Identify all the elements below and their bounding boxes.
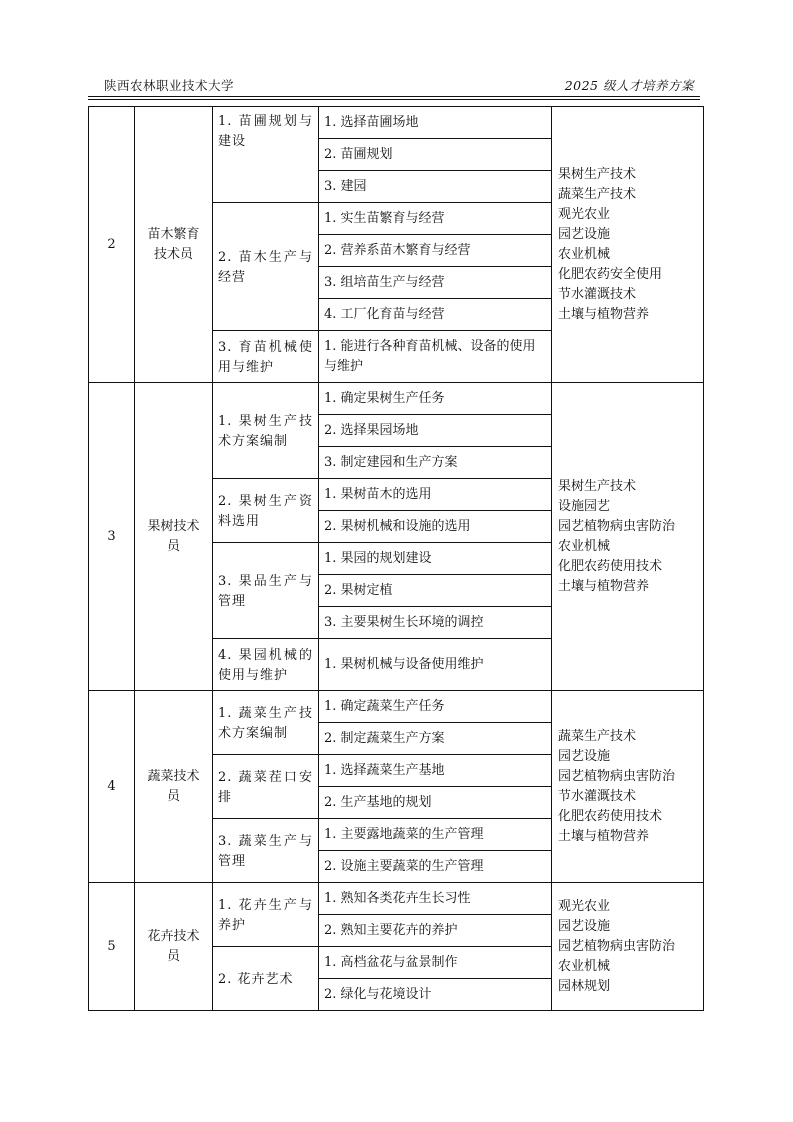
task-item: 1. 果园的规划建设: [319, 543, 552, 575]
job-role: 苗木繁育技术员: [135, 107, 213, 383]
course-item: 土壤与植物营养: [558, 828, 650, 844]
task-item: 1. 能进行各种育苗机械、设备的使用与维护: [319, 331, 552, 383]
task-item: 3. 主要果树生长环境的调控: [319, 607, 552, 639]
course-item: 观光农业: [558, 206, 611, 222]
row-number: 2: [89, 107, 135, 383]
course-list: [552, 883, 704, 1011]
work-task: 2. 花卉艺术: [213, 947, 319, 1011]
row-number: 3: [89, 383, 135, 691]
course-item: 化肥农药使用技术: [558, 558, 663, 574]
program-title: 2025 级人才培养方案: [564, 78, 694, 93]
course-item: 园艺植物病虫害防治: [558, 518, 676, 534]
work-task: 2. 蔬菜茬口安排: [213, 755, 319, 819]
table-row: [89, 883, 704, 915]
work-task: 2. 果树生产资料选用: [213, 479, 319, 543]
task-item: 2. 苗圃规划: [319, 139, 552, 171]
task-item: 1. 选择蔬菜生产基地: [319, 755, 552, 787]
course-item: 园艺设施: [558, 918, 611, 934]
task-item: 1. 高档盆花与盆景制作: [319, 947, 552, 979]
task-item: 4. 工厂化育苗与经营: [319, 299, 552, 331]
course-item: 果树生产技术: [558, 478, 637, 494]
course-item: 园林规划: [558, 978, 611, 994]
table-row: [89, 383, 704, 415]
task-item: 1. 果树机械与设备使用维护: [319, 639, 552, 691]
training-table: [88, 106, 704, 1011]
course-item: 蔬菜生产技术: [558, 728, 637, 744]
row-number: 5: [89, 883, 135, 1011]
task-item: 1. 熟知各类花卉生长习性: [319, 883, 552, 915]
task-item: 3. 制定建园和生产方案: [319, 447, 552, 479]
course-item: 化肥农药使用技术: [558, 808, 663, 824]
course-item: 果树生产技术: [558, 166, 637, 182]
work-task: 4. 果园机械的使用与维护: [213, 639, 319, 691]
work-task: 1. 花卉生产与养护: [213, 883, 319, 947]
task-item: 2. 设施主要蔬菜的生产管理: [319, 851, 552, 883]
course-item: 观光农业: [558, 898, 611, 914]
work-task: 2. 苗木生产与经营: [213, 203, 319, 331]
course-item: 设施园艺: [558, 498, 611, 514]
course-item: 园艺植物病虫害防治: [558, 768, 676, 784]
header-rule-thin: [88, 99, 700, 100]
course-item: 化肥农药安全使用: [558, 266, 663, 282]
task-item: 1. 选择苗圃场地: [319, 107, 552, 139]
task-item: 1. 确定蔬菜生产任务: [319, 691, 552, 723]
task-item: 2. 果树机械和设施的选用: [319, 511, 552, 543]
task-item: 2. 营养系苗木繁育与经营: [319, 235, 552, 267]
page-header: [88, 76, 702, 94]
task-item: 2. 制定蔬菜生产方案: [319, 723, 552, 755]
work-task: 3. 果品生产与管理: [213, 543, 319, 639]
course-item: 园艺植物病虫害防治: [558, 938, 676, 954]
table-row: [89, 691, 704, 723]
header-rule: [88, 96, 700, 97]
task-item: 2. 选择果园场地: [319, 415, 552, 447]
task-item: 2. 生产基地的规划: [319, 787, 552, 819]
school-name: 陕西农林职业技术大学: [104, 78, 235, 93]
task-item: 2. 熟知主要花卉的养护: [319, 915, 552, 947]
work-task: 3. 蔬菜生产与管理: [213, 819, 319, 883]
job-role: 蔬菜技术员: [135, 691, 213, 883]
job-role: 花卉技术员: [135, 883, 213, 1011]
task-item: 1. 确定果树生产任务: [319, 383, 552, 415]
task-item: 3. 组培苗生产与经营: [319, 267, 552, 299]
work-task: 3. 育苗机械使用与维护: [213, 331, 319, 383]
course-item: 园艺设施: [558, 748, 611, 764]
task-item: 1. 实生苗繁育与经营: [319, 203, 552, 235]
task-item: 1. 主要露地蔬菜的生产管理: [319, 819, 552, 851]
course-list: [552, 107, 704, 383]
work-task: 1. 苗圃规划与建设: [213, 107, 319, 203]
course-item: 农业机械: [558, 246, 611, 262]
course-list: [552, 383, 704, 691]
course-item: 蔬菜生产技术: [558, 186, 637, 202]
task-item: 2. 绿化与花境设计: [319, 979, 552, 1011]
task-item: 2. 果树定植: [319, 575, 552, 607]
work-task: 1. 蔬菜生产技术方案编制: [213, 691, 319, 755]
course-item: 节水灌溉技术: [558, 286, 637, 302]
task-item: 3. 建园: [319, 171, 552, 203]
course-list: [552, 691, 704, 883]
course-item: 农业机械: [558, 538, 611, 554]
course-item: 土壤与植物营养: [558, 578, 650, 594]
job-role: 果树技术员: [135, 383, 213, 691]
table-row: [89, 107, 704, 139]
task-item: 1. 果树苗木的选用: [319, 479, 552, 511]
course-item: 园艺设施: [558, 226, 611, 242]
course-item: 节水灌溉技术: [558, 788, 637, 804]
row-number: 4: [89, 691, 135, 883]
course-item: 土壤与植物营养: [558, 306, 650, 322]
course-item: 农业机械: [558, 958, 611, 974]
work-task: 1. 果树生产技术方案编制: [213, 383, 319, 479]
